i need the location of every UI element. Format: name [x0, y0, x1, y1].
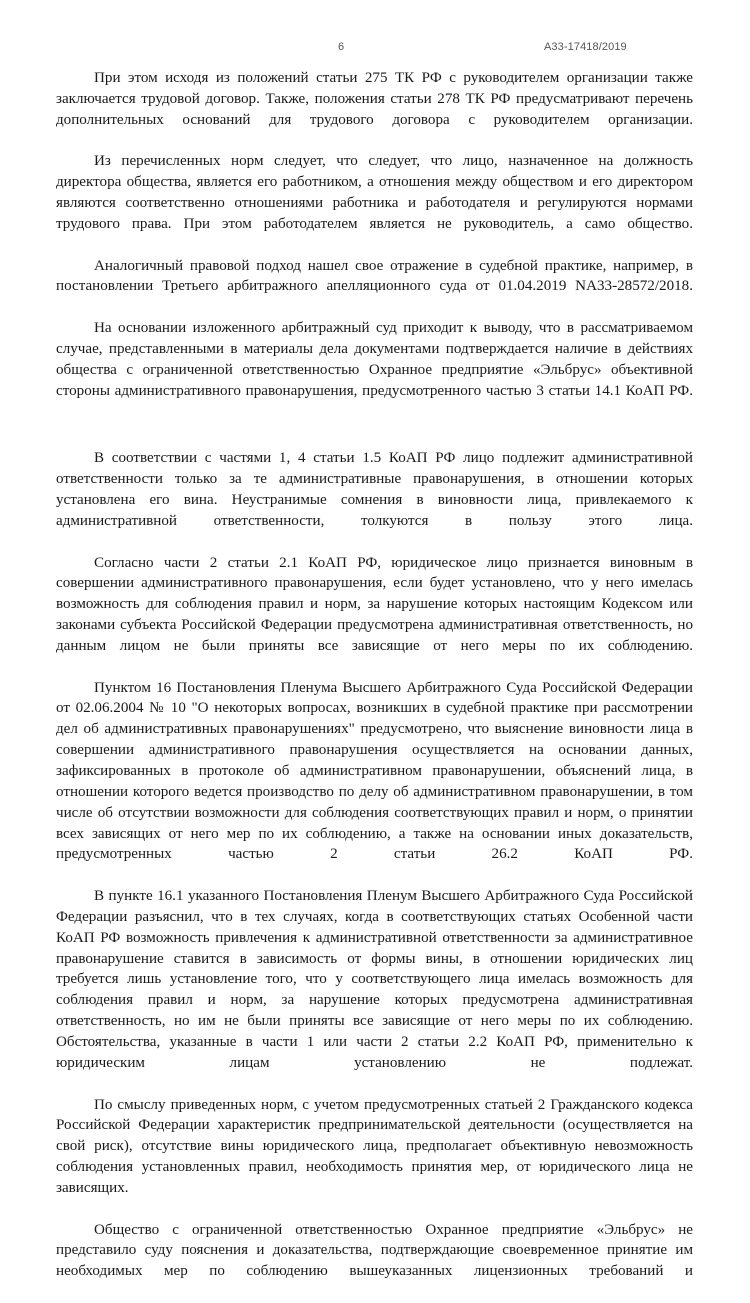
document-body: [56, 68, 693, 1303]
para-court-conclusion: На основании изложенного арбитражный суд приходит к выводу, что в рассматриваемом случае, представленными в материалы дела документами подтверждается наличие в действиях общества с ограниченной ответственностью Охранное предприятие «Эльбрус» объективной стороны административного правонарушения, предусмотренного частью 3 статьи 14.1 КоАП РФ.: [56, 320, 693, 399]
page-running-header: [0, 41, 750, 61]
block-guilt-analysis: [56, 448, 693, 1303]
para-labor-contract: При этом исходя из положений статьи 275 ТК РФ с руководителем организации также заключается трудовой договор. Также, положения статьи 278 ТК РФ предусматривают перечень дополнительных оснований для трудового договора с руководителем организации.: [56, 70, 693, 128]
paragraph-block-separator: [56, 422, 693, 448]
para-presumption-of-innocence: В соответствии с частями 1, 4 статьи 1.5 КоАП РФ лицо подлежит административной ответственности только за те административные правонарушения, в отношении которых установлена его вина. Неустранимые сомнения в виновности лица, привлекаемого к административной ответственности, толкуются в пользу этого лица.: [56, 450, 693, 529]
para-director-employee: Из перечисленных норм следует, что следует, что лицо, назначенное на должность директора общества, является его работником, а отношения между обществом и его директором являются соответственно отношениями работника и работодателя и регулируются нормами трудового права. При этом работодателем является не руководитель, а само общество.: [56, 153, 693, 232]
para-no-evidence-submitted: Общество с ограниченной ответственностью Охранное предприятие «Эльбрус» не представило суду пояснения и доказательства, подтверждающие своевременное принятие им необходимых мер по соблюдению вышеуказанных лицензионных требований и: [56, 1221, 693, 1280]
para-case-law-reference: Аналогичный правовой подход нашел свое отражение в судебной практике, например, в постановлении Третьего арбитражного апелляционного суда от 01.04.2019 NA33-28572/2018.: [56, 257, 693, 295]
case-number: A33-17418/2019: [544, 41, 627, 53]
page-number: 6: [338, 41, 345, 53]
para-plenum-point-16: Пунктом 16 Постановления Пленума Высшего Арбитражного Суда Российской Федерации от 02.06.2004 № 10 "О некоторых вопросах, возникших в судебной практике при рассмотрении дел об административных правонарушениях" предусмотрено, что выяснение виновности лица в совершении административного правонарушения осуществляется на основании данных, зафиксированных в протоколе об административном правонарушении, объяснений лица, в отношении которого ведется производство по делу об административном правонарушении, в том числе об отсутствии возможности для соблюдения соответствующих правил и норм, о принятии всех зависящих от него мер по их соблюдению, а также на основании иных доказательств, предусмотренных частью 2 статьи 26.2 КоАП РФ.: [56, 679, 693, 863]
para-plenum-point-16-1: В пункте 16.1 указанного Постановления Пленум Высшего Арбитражного Суда Российской Федерации разъяснил, что в тех случаях, когда в соответствующих статьях Особенной части КоАП РФ возможность привлечения к административной ответственности за административное правонарушение ставится в зависимость от формы вины, в отношении юридических лиц требуется лишь установление того, что у соответствующего лица имелась возможность для соблюдения правил и норм, за нарушение которых предусмотрена административная ответственность, но им не были приняты все зависящие от него меры по их соблюдению. Обстоятельства, указанные в части 1 или части 2 статьи 2.2 КоАП РФ, применительно к юридическим лицам установлению не подлежат.: [56, 888, 693, 1071]
para-legal-entity-guilt: Согласно части 2 статьи 2.1 КоАП РФ, юридическое лицо признается виновным в совершении административного правонарушения, если будет установлено, что у него имелась возможность для соблюдения правил и норм, за нарушение которых настоящим Кодексом или законами субъекта Российской Федерации предусмотрена административная ответственность, но данным лицом не были приняты все зависящие от него меры по их соблюдению.: [56, 554, 693, 654]
para-entrepreneurial-risk: По смыслу приведенных норм, с учетом предусмотренных статьей 2 Гражданского кодекса Российской Федерации характеристик предпринимательской деятельности (осуществляется на свой риск), отсутствие вины юридического лица, предполагает объективную невозможность соблюдения установленных правил, необходимость принятия мер, от юридического лица не зависящих.: [56, 1096, 693, 1196]
block-findings: [56, 68, 693, 422]
